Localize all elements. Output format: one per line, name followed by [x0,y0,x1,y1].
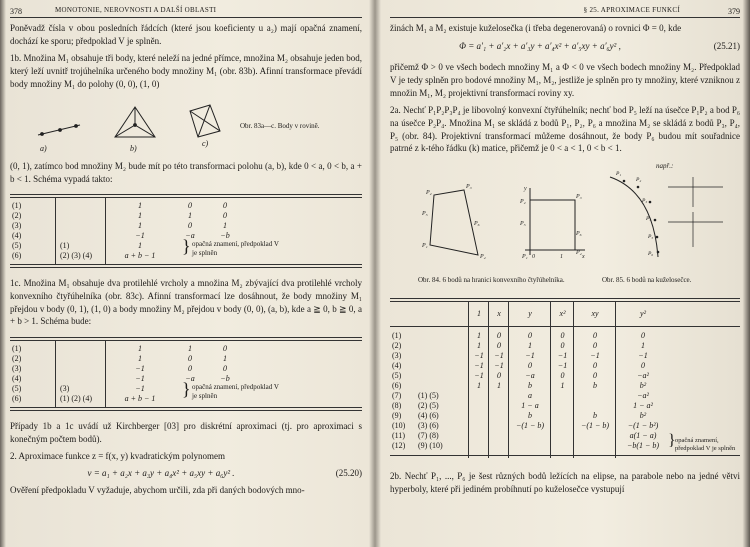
fig85-caption: Obr. 85. 6 bodů na kuželosečce. [602,276,692,284]
table3-row-refs: (4) (6) [418,411,439,420]
svg-text:1: 1 [560,254,563,260]
fig83b-label: b) [130,144,137,153]
right-running-head [390,6,740,18]
svg-text:P₅: P₅ [648,234,654,240]
svg-text:P₆: P₆ [474,221,480,227]
svg-text:P₅: P₅ [422,211,428,217]
svg-text:P₂: P₂ [426,190,432,196]
left-running-head-title: MONOTONIE, NEROVNOSTI A DALŠÍ OBLASTI [55,6,217,14]
table-cell: 0 [188,354,192,363]
table-row-refs: (1) (2) (4) [60,394,92,403]
table3-cell: −a² [637,391,649,400]
table3-row-number: (11) [392,431,406,440]
table3-cell: b² [639,381,647,390]
fig83a-label: a) [40,144,47,153]
table-cell: 1 [223,221,227,230]
table3-cell: −(1 − b) [515,421,545,430]
table3-cell: 0 [497,341,501,350]
table3-header-cell: y² [640,309,646,318]
table-cell: 1 [138,344,142,353]
table3-cell: 0 [593,371,597,380]
right-page [390,0,740,547]
table3-cell: 1 [528,341,532,350]
table3-row-number: (5) [392,371,402,380]
table-cell: a + b − 1 [124,394,156,403]
para-1c: 1c. Množina M₁ obsahuje dva protilehlé vrcholy a množina M₂ zbývající dva protilehlé vrcholy konvexního čtyřúhelníka (obr. 83c). Afinní transformací lze dosáhnout, že body množiny M₁ přejdou v body (0, 1), (1, 0) a body množiny M₂ přejdou v body (0, 0), (a, b), kde a ≧ 0, b ≧ 0, a + b > 1. Schéma bude: [10,278,362,327]
table-cell: −1 [135,374,145,383]
svg-text:0: 0 [532,254,535,260]
table3-cell: 1 [477,331,481,340]
para-cases: Případy 1b a 1c uvádí už Kirchberger [03] pro diskrétní aproximaci (tj. pro aproximaci s konečným počtem bodů). [10,421,362,444]
table-row-refs: (2) (3) (4) [60,251,92,260]
para-2a: 2a. Nechť P₁P₂P₃P₄ je libovolný konvexní čtyřúhelník; nechť bod P₅ leží na úsečce P₁P₂ a bod P₆ na úsečce P₂P₄. Množina M₁ se skládá z bodů P₁, P₂, P₆ a množina M₂ se skládá z bodů P₃, P₄, P₅ (obr. 84). Projektivní transformací můžeme dosáhnout, že body P₆ budou mít souřadnice patrné z k-tého řádku (k) matice, přičemž je 0 < a < 1, 0 < b < 1. [390,105,740,154]
table-row-number: (3) [12,221,22,230]
table-row-number: (5) [12,384,22,393]
table-cell: 1 [138,221,142,230]
table-cell: −1 [135,364,145,373]
table3-cell: 1 [477,341,481,350]
table-cell: 1 [138,354,142,363]
table3-cell: 0 [560,331,565,340]
table-cell: 0 [223,211,227,220]
table3-row-number: (10) [392,421,406,430]
table3-cell: 1 [641,341,645,350]
table3-row-number: (4) [392,361,402,370]
para-1b: 1b. Množina M₁ obsahuje tři body, které neleží na jedné přímce, množina M₂ obsahuje jeden bod, který leží uvnitř trojúhelníka určeného body množiny M₁ (obr. 83b). Afinní transformace převádí body množiny M₁ do polohy (0, 0), (1, 0) [10,53,362,89]
table3-cell: 1 [477,381,481,390]
table3-cell: 0 [497,371,501,380]
table-row-number: (5) [12,241,22,250]
table3-cell: b [593,411,597,420]
svg-text:P₂: P₂ [636,177,642,183]
table-cell: −b [220,374,230,383]
table3-row-refs: (1) (5) [418,391,439,400]
table3-cell: 0 [560,371,565,380]
table-cell: 1 [188,211,192,220]
table3-cell: a(1 − a) [629,431,657,440]
para-2: 2. Aproximace funkce z = f(x, y) kvadratickým polynomem [10,451,226,461]
table-cell: 0 [223,201,227,210]
table3-cell: b [593,381,597,390]
table-cell: 0 [188,221,192,230]
fig83c-quadrilateral [190,105,220,137]
right-running-head-title: § 25. APROXIMACE FUNKCÍ [583,6,680,14]
table-cell: 1 [138,211,142,220]
table-1 [10,194,362,269]
table-cell: −1 [135,231,145,240]
para-phi: přičemž Φ > 0 ve všech bodech množiny M₁ a Φ < 0 ve všech bodech množiny M₂. Předpoklad V je tedy splněn pro bodové množiny M₁, M₂, jestliže je splněn pro ty množiny, které vzniknou z množin M₁, M₂ projektivní transformací roviny xy. [390,62,740,98]
table3-row-number: (3) [392,351,402,360]
svg-text:P₁: P₁ [422,243,428,249]
table3-cell: 0 [593,361,597,370]
svg-text:P₄: P₄ [646,216,652,222]
fig83c-label: c) [202,139,209,148]
table3-header-cell: x² [559,309,566,318]
table3-cell: −b(1 − b) [626,441,660,450]
table-row-number: (4) [12,231,22,240]
table-cell: 1 [223,354,227,363]
table-row-number: (6) [12,394,22,403]
left-running-head [10,6,362,18]
table-cell: 1 [138,201,142,210]
fig84-quadrilateral [430,190,478,255]
table3-cell: −(1 − b) [580,421,610,430]
table3-cell: 0 [593,341,597,350]
fig84-caption: Obr. 84. 6 bodů na hranici konvexního čtyřúhelníka. [418,276,565,284]
para-last: Ověření předpokladu V vyžaduje, abychom určili, zda při daných bodových mno- [10,485,305,495]
table3-header-cell: 1 [477,309,481,318]
table-row-number: (2) [12,211,22,220]
table-cell: −a [185,374,195,383]
table3-cell: −a [525,371,535,380]
table-cell: 0 [223,344,227,353]
table3-cell: 1 − a [521,401,539,410]
table3-cell: 0 [641,331,645,340]
table3-cell: −1 [525,351,535,360]
brace-note: opačná znamení, předpoklad V [192,383,279,391]
table-row-number: (1) [12,201,22,210]
brace-note: je splněn [192,249,218,257]
table-cell: 0 [188,364,192,373]
left-page [10,0,362,547]
equation-25-20: v = a₁ + a₂x + a₃y + a₄x² + a₅xy + a₆y² . [87,468,235,478]
svg-text:P₁: P₁ [616,171,622,177]
right-page-number: 379 [728,7,740,16]
table-cell: 0 [188,201,192,210]
para-top: žinách M₁ a M₂ existuje kuželosečka (i třeba degenerovaná) o rovnici Φ = 0, kde [390,23,682,33]
table-cell: −b [220,231,230,240]
table3-cell: 0 [560,341,565,350]
svg-text:P₁: P₁ [522,254,528,260]
table-cell: a + b − 1 [124,251,156,260]
table3-cell: −1 [494,351,504,360]
table3-cell: b [528,411,532,420]
svg-text:P₅: P₅ [520,221,526,227]
equation-25-21-number: (25.21) [713,41,740,51]
table3-brace-note: opačná znamení, [675,437,719,444]
table-3 [390,298,740,458]
table3-row-refs: (3) (6) [418,421,439,430]
svg-text:P₆: P₆ [648,251,654,257]
table3-header-cell: xy [591,309,599,318]
figure-84 [420,170,590,265]
svg-text:y: y [524,186,527,192]
table3-cell: 0 [528,331,532,340]
table3-row-number: (9) [392,411,402,420]
svg-text:P₃: P₃ [466,184,472,190]
fig85-example-label: např.: [656,162,674,170]
fig83a-segment [38,125,80,136]
table3-cell: −1 [590,351,600,360]
svg-text:P₃: P₃ [642,198,648,204]
table3-header-cell: x [497,309,501,318]
figure-85 [598,162,738,262]
brace-icon: } [668,432,676,449]
table3-cell: 1 − a² [633,401,653,410]
table-cell: 1 [188,344,192,353]
table-cell: −a [185,231,195,240]
svg-text:P₄: P₄ [480,254,486,260]
table3-cell: 0 [593,331,597,340]
table-cell: 1 [138,241,142,250]
table3-cell: 0 [497,331,501,340]
brace-icon: } [182,379,191,399]
table-row-number: (1) [12,344,22,353]
table3-cell: −1 [494,361,504,370]
para-1b-cont: (0, 1), zatímco bod množiny M₂ bude mít po této transformaci polohu (a, b), kde 0 < a, 0 < b, a + b < 1. Schéma vypadá takto: [10,161,362,184]
brace-note: je splněn [192,392,218,400]
table3-cell: −1 [474,361,484,370]
table3-row-number: (8) [392,401,402,410]
left-page-number: 378 [10,7,22,16]
brace-icon: } [182,236,191,256]
table3-header-cell: y [528,309,532,318]
table3-cell: b [528,381,532,390]
table3-cell: −a² [637,371,649,380]
table3-cell: −1 [557,361,568,370]
table-cell: −1 [135,384,145,393]
table3-cell: a [528,391,532,400]
para-2b: 2b. Nechť P₁, ..., P₆ je šest různých bodů ležících na elipse, na parabole nebo na jedné větvi hyperboly, které při jediném probíhnutí po kuželosečce vystupují [390,471,740,494]
svg-text:P₂: P₂ [520,199,526,205]
equation-25-21: Φ = a′₁ + a′₂x + a′₃y + a′₄x² + a′₅xy + a′₆y² , [459,41,621,51]
table3-cell: 1 [560,381,565,390]
table-row-number: (6) [12,251,22,260]
table3-cell: b² [639,411,647,420]
table3-cell: −1 [638,351,648,360]
brace-note: opačná znamení, předpoklad V [192,240,279,248]
svg-text:P₄: P₄ [576,250,582,256]
table3-row-number: (6) [392,381,402,390]
table3-row-refs: (9) (10) [418,441,443,450]
svg-text:x: x [582,254,585,260]
table3-row-number: (12) [392,441,406,450]
svg-text:P₆: P₆ [576,231,582,237]
table3-row-number: (1) [392,331,402,340]
table3-brace-note: předpoklad V je splněn [675,445,736,452]
table-row-number: (2) [12,354,22,363]
table3-row-refs: (2) (5) [418,401,439,410]
table-row-number: (4) [12,374,22,383]
table3-row-number: (2) [392,341,402,350]
table-row-number: (3) [12,364,22,373]
fig83b-triangle [115,107,155,137]
table-cell: 0 [223,364,227,373]
fig85-small-grids [668,177,723,247]
fig83-caption: Obr. 83a—c. Body v rovině. [240,122,320,130]
table3-row-number: (7) [392,391,402,400]
table3-cell: 0 [641,361,645,370]
para-intro: Poněvadž čísla v obou posledních řádcích (které jsou koeficienty u a₂) mají opačná znamení, dochází ke sporu; předpoklad V je splněn. [10,23,362,46]
table3-cell: −1 [557,351,568,360]
table3-cell: −1 [474,351,484,360]
table3-cell: 0 [528,361,532,370]
svg-text:P₃: P₃ [576,194,582,200]
table-row-refs: (1) [60,241,70,250]
table3-row-refs: (7) (8) [418,431,439,440]
table3-cell: −1 [474,371,484,380]
table-row-refs: (3) [60,384,70,393]
table3-cell: 1 [497,381,501,390]
equation-25-20-number: (25.20) [335,468,362,478]
table-2 [10,337,362,412]
table3-cell: −(1 − b²) [627,421,659,430]
